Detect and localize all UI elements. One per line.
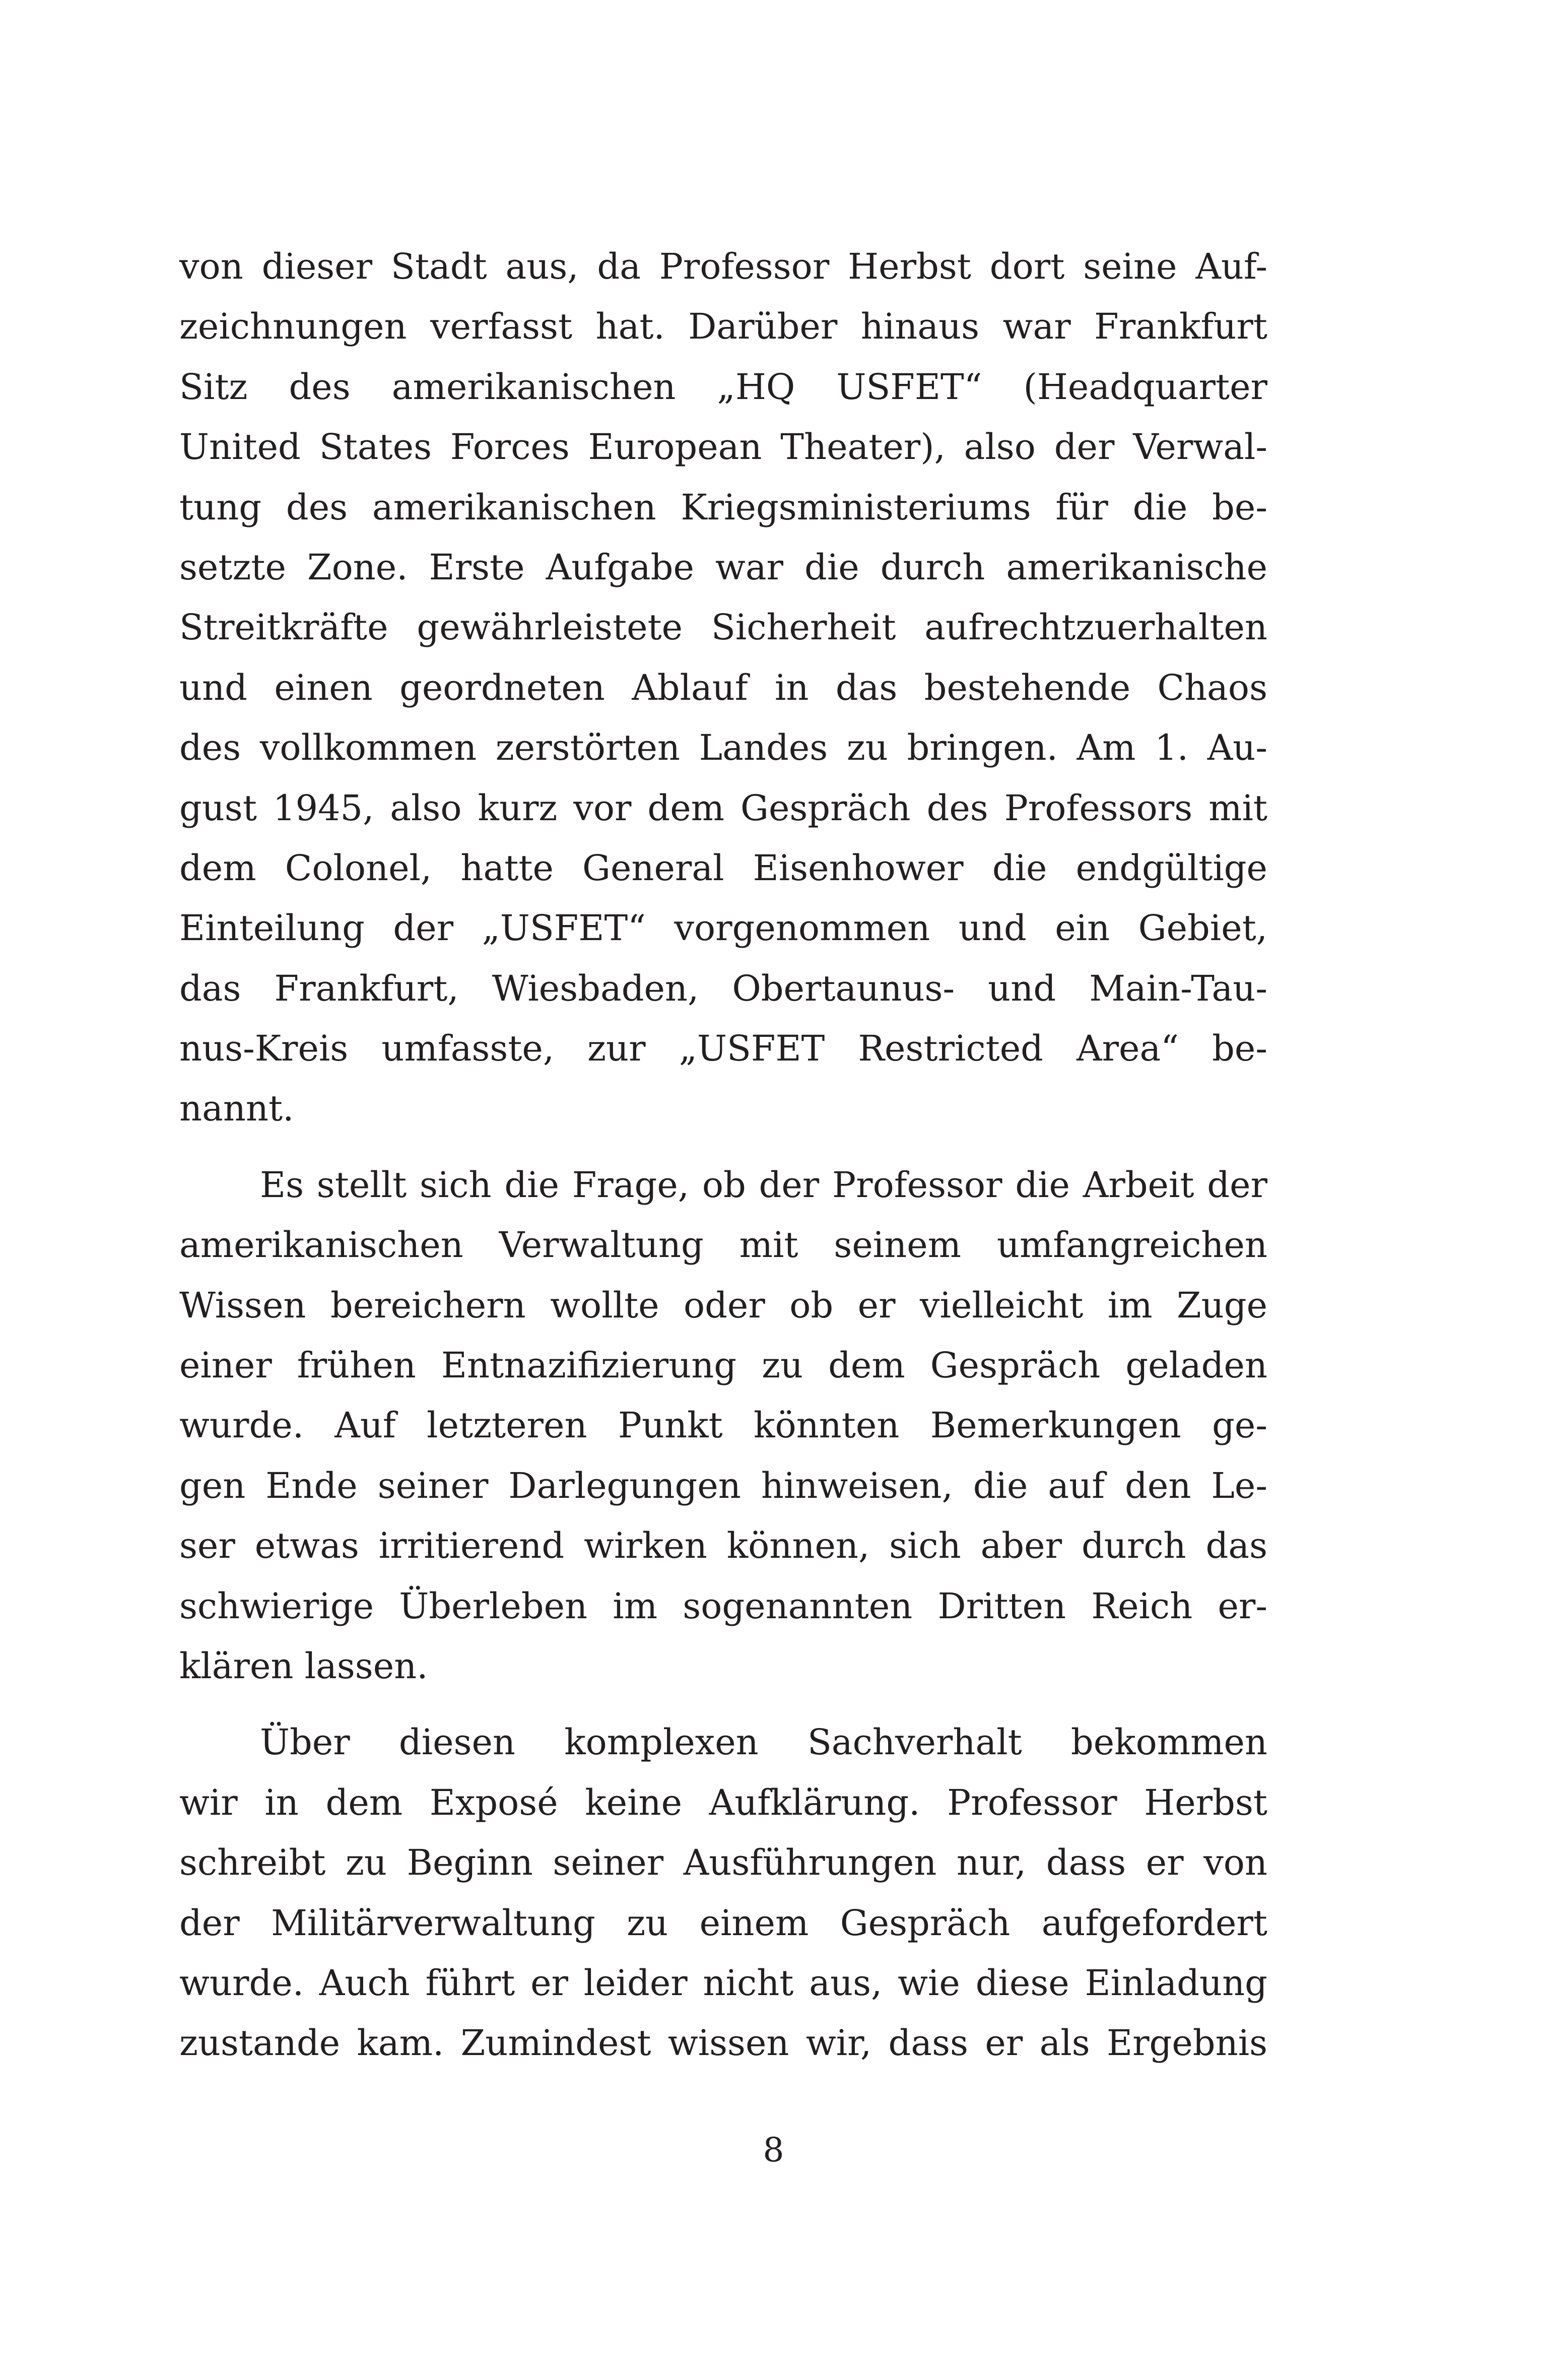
text-line: wurde. Auch führt er leider nicht aus, wie diese Einladung [179,1962,1267,2004]
paragraph-gap [179,1696,1267,1712]
text-line: dem Colonel, hatte General Eisenhower die endgültige [179,847,1267,889]
text-line: nus-Kreis umfasste, zur „USFET Restricted Area“ be- [179,1028,1267,1070]
page-number: 8 [763,2131,784,2169]
text-line: Es stellt sich die Frage, ob der Professor die Arbeit der [260,1164,1267,1206]
text-line: Wissen bereichern wollte oder ob er vielleicht im Zuge [179,1284,1267,1326]
text-line: gust 1945, also kurz vor dem Gespräch des Professors mit [179,787,1267,829]
text-line: Über diesen komplexen Sachverhalt bekommen [260,1722,1267,1763]
text-line: der Militärverwaltung zu einem Gespräch aufgefordert [179,1902,1267,1944]
text-line: des vollkommen zerstörten Landes zu bringen. Am 1. Au- [179,727,1267,769]
text-line: zustande kam. Zumindest wissen wir, dass er als Ergebnis [179,2022,1267,2064]
text-line: von dieser Stadt aus, da Professor Herbst dort seine Auf- [179,246,1267,287]
text-line: zeichnungen verfasst hat. Darüber hinaus war Frankfurt [179,306,1267,348]
text-line: nannt. [179,1088,294,1130]
text-line: wurde. Auf letzteren Punkt könnten Bemerkungen ge- [179,1405,1267,1446]
text-line: Sitz des amerikanischen „HQ USFET“ (Headquarter [179,366,1267,408]
text-line: klären lassen. [179,1645,428,1687]
text-line: und einen geordneten Ablauf in das bestehende Chaos [179,667,1267,708]
text-line: ser etwas irritierend wirken können, sich aber durch das [179,1525,1267,1567]
text-line: United States Forces European Theater), also der Verwal- [179,426,1267,468]
text-line: einer frühen Entnazifizierung zu dem Gespräch geladen [179,1345,1267,1386]
text-line: Einteilung der „USFET“ vorgenommen und ein Gebiet, [179,907,1267,949]
text-line: das Frankfurt, Wiesbaden, Obertaunus- und Main-Tau- [179,967,1267,1009]
text-line: amerikanischen Verwaltung mit seinem umfangreichen [179,1224,1267,1266]
text-line: gen Ende seiner Darlegungen hinweisen, die auf den Le- [179,1465,1267,1506]
text-line: wir in dem Exposé keine Aufklärung. Professor Herbst [179,1781,1267,1823]
paragraph-gap [179,1139,1267,1155]
text-line: tung des amerikanischen Kriegsministeriums für die be- [179,486,1267,528]
text-line: schreibt zu Beginn seiner Ausführungen nur, dass er von [179,1842,1267,1884]
text-line: schwierige Überleben im sogenannten Dritten Reich er- [179,1585,1267,1627]
text-line: setzte Zone. Erste Aufgabe war die durch amerikanische [179,546,1267,588]
text-line: Streitkräfte gewährleistete Sicherheit aufrechtzuerhalten [179,607,1267,648]
body-text [179,237,1267,2074]
